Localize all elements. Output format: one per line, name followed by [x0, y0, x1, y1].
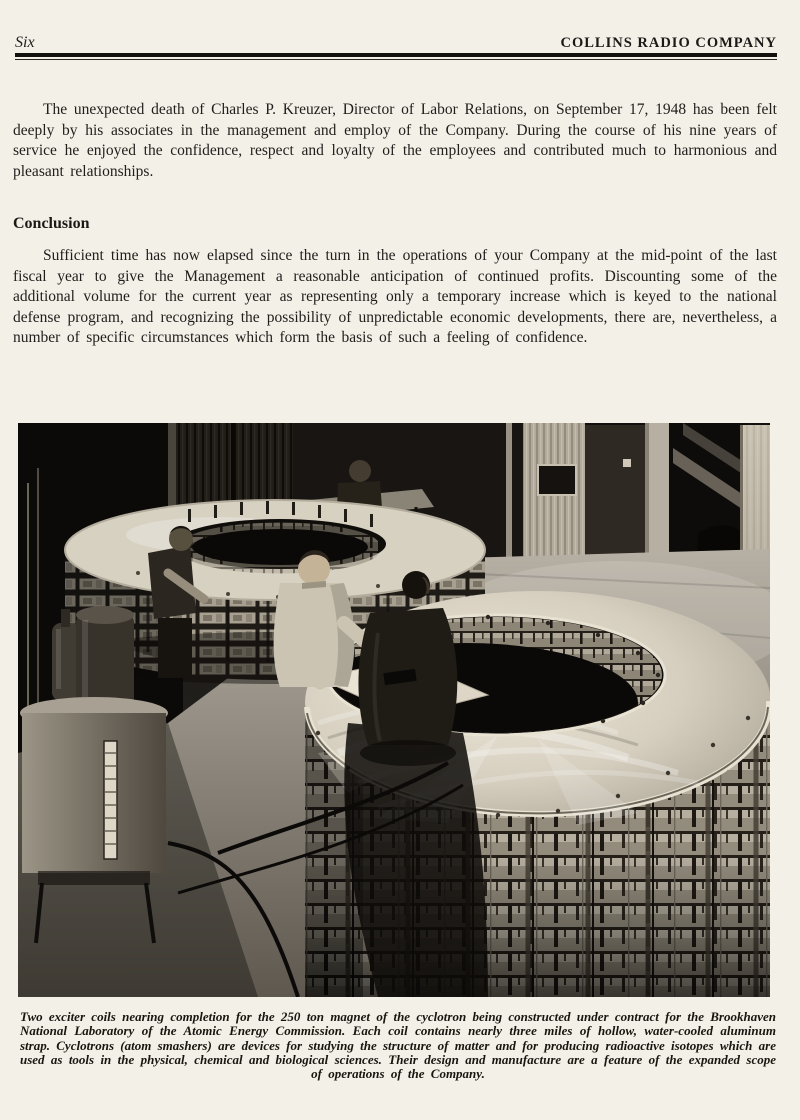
double-rule — [15, 53, 777, 60]
paragraph-kreuzer: The unexpected death of Charles P. Kreuzer, Director of Labor Relations, on September 17, 1948 has been felt deeply by his associates in the management and employ of the Company. During the course of his nine years of service he enjoyed the confidence, respect and loyalty of the employees and contributed much to harmonious and pleasant relationships. — [13, 101, 777, 180]
rule-thick — [15, 53, 777, 57]
rule-thin — [15, 59, 777, 61]
page-number: Six — [15, 34, 35, 51]
paragraph-conclusion: Sufficient time has now elapsed since the turn in the operations of your Company at the mid-point of the last fiscal year to give the Management a reasonable anticipation of continued profits. Discounting some of the additional volume for the current year as representing only a temporary increase which is keyed to the national defense program, and recognizing the possibility of unpredictable economic developments, there are, nevertheless, a number of specific circumstances which form the basis of such a feeling of confidence. — [13, 247, 777, 346]
photo-exciter-coils — [18, 423, 770, 997]
photo-caption: Two exciter coils nearing completion for the 250 ton magnet of the cyclotron being constructed under contract for the Brookhaven National Laboratory of the Atomic Energy Commission. Each coil contains nearly three miles of hollow, water-cooled aluminum strap. Cyclotrons (atom smashers) are devices for studying the structure of matter and for producing radioactive isotopes which are used as tools in the physical, chemical and biological sciences. Their design and manufacture are a feature of the expanded scope of operations of the Company. — [20, 1009, 776, 1082]
running-head — [15, 30, 777, 52]
conclusion-heading: Conclusion — [13, 215, 90, 232]
company-name: COLLINS RADIO COMPANY — [560, 35, 777, 51]
